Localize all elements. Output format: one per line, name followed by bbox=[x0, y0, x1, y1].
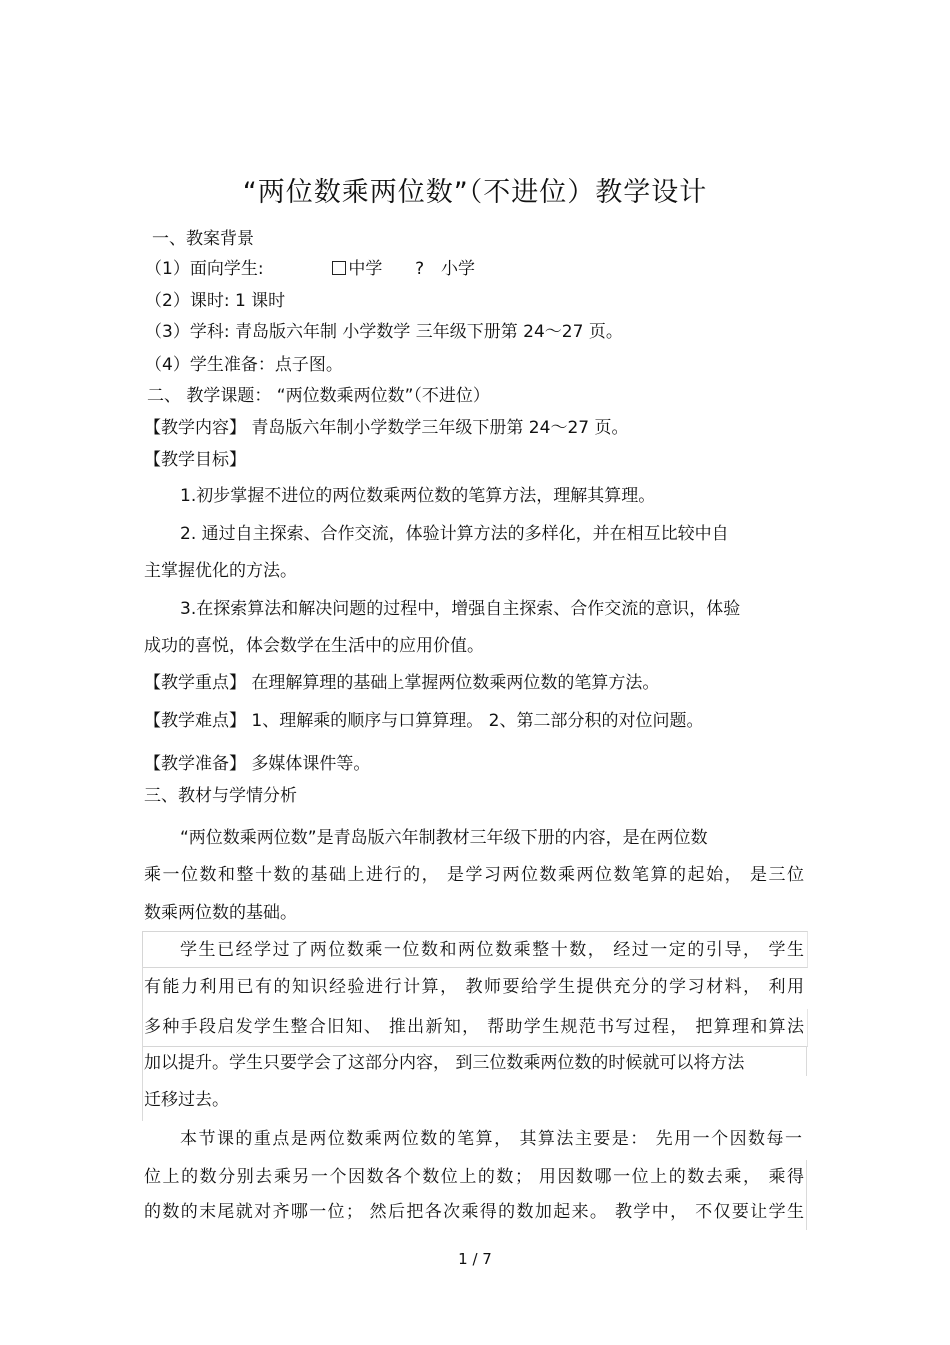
section-3-heading: 三、教材与学情分析 bbox=[144, 786, 297, 806]
key-points: 【教学重点】 在理解算理的基础上掌握两位数乘两位数的笔算方法。 bbox=[144, 673, 660, 693]
teaching-content: 【教学内容】 青岛版六年制小学数学三年级下册第 24～27 页。 bbox=[144, 418, 629, 438]
para-2-line-3: 多种手段启发学生整合旧知、 推出新知， 帮助学生规范书写过程， 把算理和算法 bbox=[144, 1017, 804, 1037]
students-label: （1）面向学生: bbox=[145, 259, 264, 279]
para-3-line-2: 位上的数分别去乘另一个因数各个数位上的数； 用因数哪一位上的数去乘， 乘得 bbox=[144, 1167, 804, 1187]
doc-title: “两位数乘两位数”（不进位）教学设计 bbox=[242, 177, 708, 208]
teaching-goals-heading: 【教学目标】 bbox=[144, 450, 246, 470]
students-row bbox=[145, 258, 475, 280]
checkbox-middle-icon bbox=[332, 261, 346, 275]
border-line bbox=[806, 1046, 807, 1076]
goal-3-line-1: 3.在探索算法和解决问题的过程中，增强自主探索、合作交流的意识，体验 bbox=[180, 599, 741, 619]
border-line bbox=[142, 966, 143, 1121]
goal-2-line-1: 2. 通过自主探索、合作交流，体验计算方法的多样化，并在相互比较中自 bbox=[180, 524, 729, 544]
section-2-heading: 二、 教学课题： “两位数乘两位数”（不进位） bbox=[147, 386, 490, 406]
para-1-line-1: “两位数乘两位数”是青岛版六年制教材三年级下册的内容，是在两位数 bbox=[180, 828, 708, 848]
para-2-line-1: 学生已经学过了两位数乘一位数和两位数乘整十数， 经过一定的引导， 学生 bbox=[180, 940, 804, 960]
teaching-prep: 【教学准备】 多媒体课件等。 bbox=[144, 754, 371, 774]
para-3-line-3: 的数的末尾就对齐哪一位； 然后把各次乘得的数加起来。 教学中， 不仅要让学生 bbox=[144, 1202, 804, 1222]
middle-school-option: 中学 bbox=[348, 259, 383, 279]
difficult-points: 【教学难点】 1、理解乘的顺序与口算算理。 2、第二部分积的对位问题。 bbox=[144, 711, 704, 731]
goal-2-line-2: 主掌握优化的方法。 bbox=[144, 561, 297, 581]
mark-icon: ? bbox=[415, 259, 425, 279]
para-2-line-2: 有能力利用已有的知识经验进行计算， 教师要给学生提供充分的学习材料， 利用 bbox=[144, 977, 804, 997]
primary-school-option: 小学 bbox=[441, 259, 476, 279]
para-1-line-3: 数乘两位数的基础。 bbox=[144, 903, 297, 923]
goal-3-line-2: 成功的喜悦，体会数学在生活中的应用价值。 bbox=[144, 636, 484, 656]
preparation: （4）学生准备：点子图。 bbox=[145, 355, 343, 375]
page-number: 1 / 7 bbox=[458, 1250, 492, 1268]
border-line bbox=[806, 1160, 807, 1230]
para-1-line-2: 乘一位数和整十数的基础上进行的， 是学习两位数乘两位数笔算的起始， 是三位 bbox=[144, 865, 804, 885]
para-2-line-5: 迁移过去。 bbox=[144, 1090, 229, 1110]
para-2-line-4: 加以提升。学生只要学会了这部分内容， 到三位数乘两位数的时候就可以将方法 bbox=[144, 1053, 745, 1073]
subject: （3）学科: 青岛版六年制 小学数学 三年级下册第 24～27 页。 bbox=[145, 322, 623, 342]
section-1-heading: 一、教案背景 bbox=[152, 229, 254, 249]
goal-1: 1.初步掌握不进位的两位数乘两位数的笔算方法，理解其算理。 bbox=[180, 486, 656, 506]
class-hours: （2）课时: 1 课时 bbox=[145, 291, 286, 311]
para-3-line-1: 本节课的重点是两位数乘两位数的笔算， 其算法主要是： 先用一个因数每一 bbox=[180, 1129, 802, 1149]
